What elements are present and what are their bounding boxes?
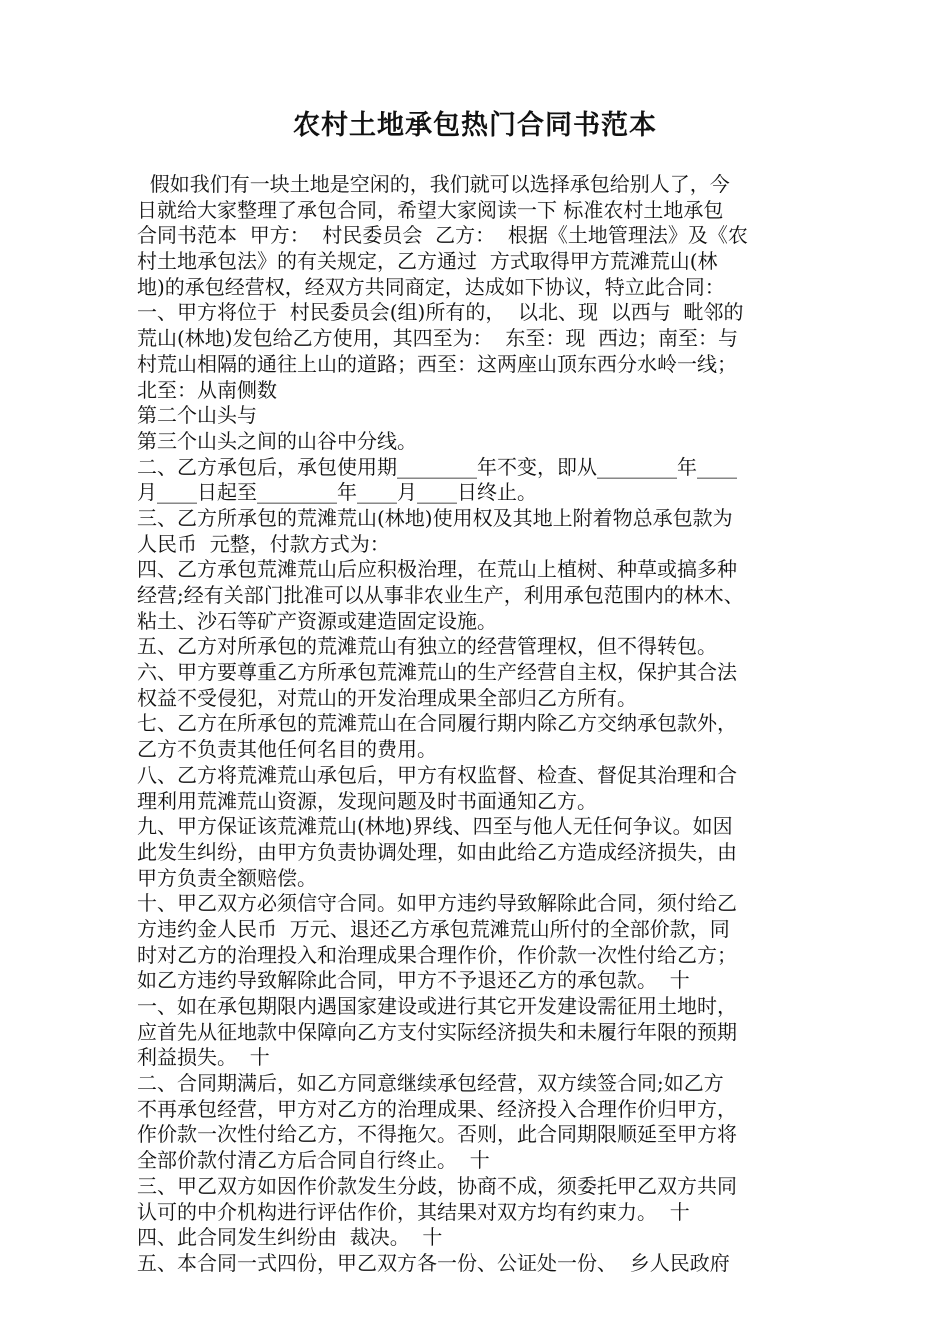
- body-line: 如乙方违约导致解除此合同，甲方不予退还乙方的承包款。 十: [137, 968, 690, 993]
- body-line: 荒山(林地)发包给乙方使用，其四至为： 东至：现 西边；南至：与: [137, 326, 739, 351]
- body-line: 月____日起至________年____月____日终止。: [137, 480, 537, 505]
- body-line: 二、乙方承包后，承包使用期________年不变，即从________年____: [137, 454, 737, 479]
- body-line: 人民币 元整，付款方式为：: [137, 531, 390, 556]
- body-line: 八、乙方将荒滩荒山承包后，甲方有权监督、检查、督促其治理和合: [137, 762, 737, 787]
- body-line: 三、乙方所承包的荒滩荒山(林地)使用权及其地上附着物总承包款为: [137, 505, 733, 530]
- body-line: 日就给大家整理了承包合同，希望大家阅读一下 标准农村土地承包: [137, 197, 724, 222]
- body-line: 方违约金人民币 万元、退还乙方承包荒滩荒山所付的全部价款，同: [137, 916, 730, 941]
- body-line: 村荒山相隔的通往上山的道路；西至：这两座山顶东西分水岭一线；: [137, 351, 737, 376]
- body-line: 合同书范本 甲方： 村民委员会 乙方： 根据《土地管理法》及《农: [137, 223, 748, 248]
- body-line: 五、本合同一式四份，甲乙双方各一份、公证处一份、 乡人民政府: [137, 1250, 730, 1275]
- document-title: 农村土地承包热门合同书范本: [293, 110, 657, 141]
- body-line: 六、甲方要尊重乙方所承包荒滩荒山的生产经营自主权，保护其合法: [137, 660, 737, 685]
- body-line: 北至：从南侧数: [137, 377, 277, 402]
- body-line: 三、甲乙双方如因作价款发生分歧，协商不成，须委托甲乙双方共同: [137, 1173, 737, 1198]
- body-line: 七、乙方在所承包的荒滩荒山在合同履行期内除乙方交纳承包款外，: [137, 711, 737, 736]
- body-line: 认可的中介机构进行评估作价，其结果对双方均有约束力。 十: [137, 1199, 690, 1224]
- body-line: 一、如在承包期限内遇国家建设或进行其它开发建设需征用土地时，: [137, 994, 737, 1018]
- body-line: 村土地承包法》的有关规定，乙方通过 方式取得甲方荒滩荒山(林: [137, 249, 718, 274]
- body-line: 理利用荒滩荒山资源，发现问题及时书面通知乙方。: [137, 788, 597, 813]
- body-line: 四、乙方承包荒滩荒山后应积极治理，在荒山上植树、种草或搞多种: [137, 557, 737, 582]
- body-line: 不再承包经营，甲方对乙方的治理成果、经济投入合理作价归甲方，: [137, 1096, 737, 1121]
- body-line: 时对乙方的治理投入和治理成果合理作价，作价款一次性付给乙方；: [137, 942, 737, 967]
- body-line: 第三个山头之间的山谷中分线。: [137, 428, 417, 453]
- body-line: 应首先从征地款中保障向乙方支付实际经济损失和未履行年限的预期: [137, 1019, 737, 1044]
- body-line: 假如我们有一块土地是空闲的，我们就可以选择承包给别人了，今: [137, 172, 730, 196]
- body-line: 十、甲乙双方必须信守合同。如甲方违约导致解除此合同，须付给乙: [137, 891, 737, 916]
- body-line: 五、乙方对所承包的荒滩荒山有独立的经营管理权，但不得转包。: [137, 634, 717, 659]
- document-body: [137, 172, 827, 1277]
- body-line: 利益损失。 十: [137, 1045, 270, 1070]
- body-line: 四、此合同发生纠纷由 裁决。 十: [137, 1225, 443, 1250]
- body-line: 九、甲方保证该荒滩荒山(林地)界线、四至与他人无任何争议。如因: [137, 814, 733, 839]
- body-line: 甲方负责全额赔偿。: [137, 865, 317, 890]
- body-line: 作价款一次性付给乙方，不得拖欠。否则，此合同期限顺延至甲方将: [137, 1122, 737, 1147]
- body-line: 此发生纠纷，由甲方负责协调处理，如由此给乙方造成经济损失，由: [137, 839, 737, 864]
- body-line: 地)的承包经营权，经双方共同商定，达成如下协议，特立此合同：: [137, 274, 725, 299]
- body-line: 粘土、沙石等矿产资源或建造固定设施。: [137, 608, 497, 633]
- body-line: 经营;经有关部门批准可以从事非农业生产，利用承包范围内的林木、: [137, 583, 744, 607]
- body-line: 乙方不负责其他任何名目的费用。: [137, 737, 437, 762]
- body-line: 第二个山头与: [137, 403, 257, 428]
- body-line: 一、甲方将位于 村民委员会(组)所有的， 以北、现 以西与 毗邻的: [137, 300, 744, 325]
- body-line: 全部价款付清乙方后合同自行终止。 十: [137, 1148, 490, 1173]
- body-line: 权益不受侵犯，对荒山的开发治理成果全部归乙方所有。: [137, 685, 637, 710]
- body-line: 二、合同期满后，如乙方同意继续承包经营，双方续签合同;如乙方: [137, 1071, 724, 1096]
